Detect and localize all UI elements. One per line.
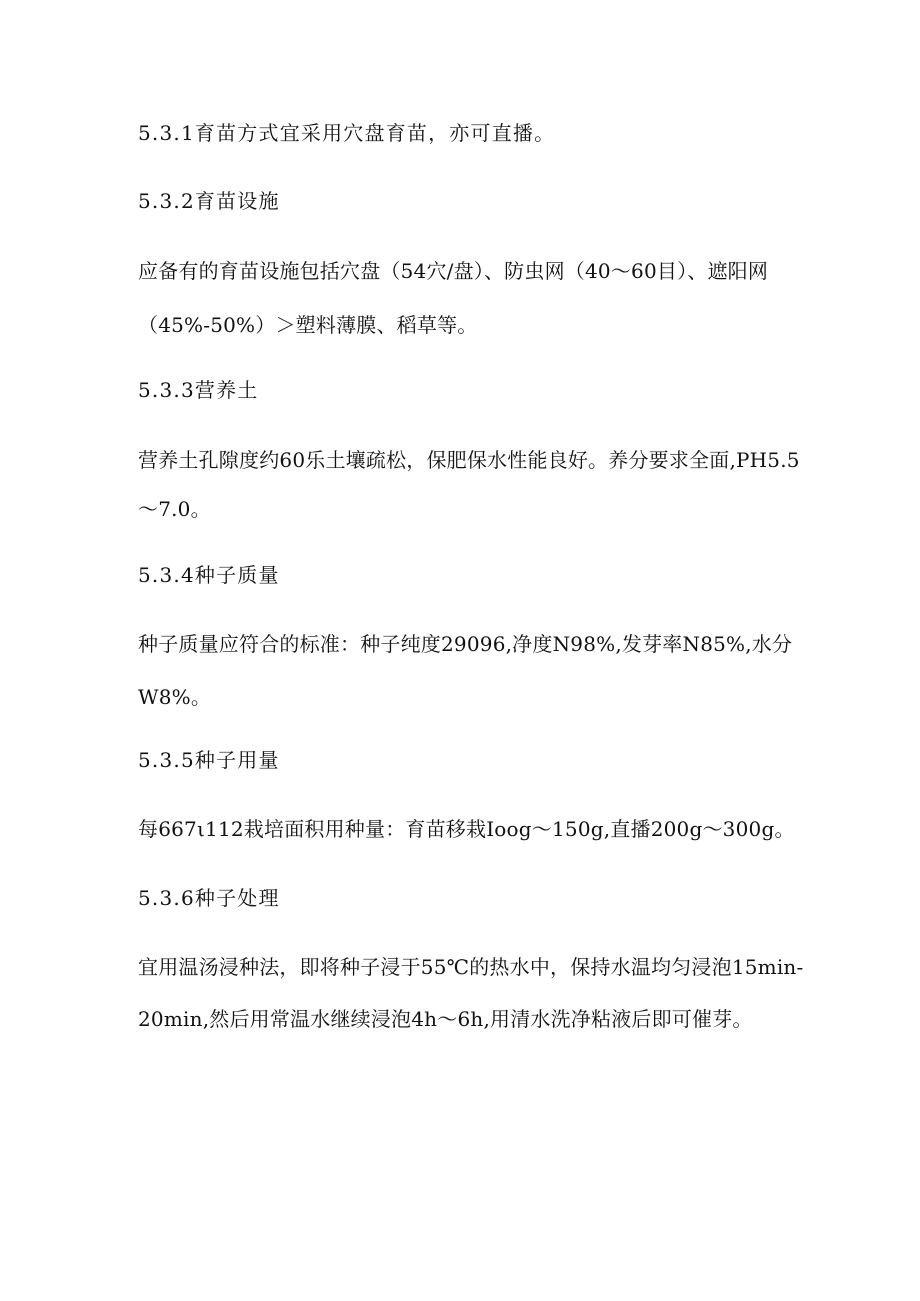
seed-amount-text: 每667ι112栽培面积用种量：育苗移栽Ioog～150g,直播200g～300g。 xyxy=(138,817,795,841)
section-5-3-5-heading: 5.3.5种子用量 xyxy=(138,748,280,772)
seed-quality-text-line-2: W8%。 xyxy=(138,685,212,709)
section-5-3-3-heading: 5.3.3营养土 xyxy=(138,378,259,402)
seed-treatment-text-line-1: 宜用温汤浸种法，即将种子浸于55℃的热水中，保持水温均匀浸泡15min- xyxy=(138,955,804,979)
seed-quality-text-line-1: 种子质量应符合的标准：种子纯度29096,净度N98%,发芽率N85%,水分 xyxy=(138,632,793,656)
section-5-3-2-heading: 5.3.2育苗设施 xyxy=(138,189,280,213)
section-5-3-6-heading: 5.3.6种子处理 xyxy=(138,886,280,910)
seedling-facilities-text-line-1: 应备有的育苗设施包括穴盘（54穴/盘）、防虫网（40～60目）、遮阳网 xyxy=(138,259,769,283)
section-5-3-4-heading: 5.3.4种子质量 xyxy=(138,563,280,587)
seed-treatment-text-line-2: 20min,然后用常温水继续浸泡4h～6h,用清水洗净粘液后即可催芽。 xyxy=(138,1007,753,1031)
seedling-facilities-text-line-2: （45%-50%）＞塑料薄膜、稻草等。 xyxy=(138,313,478,337)
nutrient-soil-text-line-1: 营养土孔隙度约60乐土壤疏松，保肥保水性能良好。养分要求全面,PH5.5 xyxy=(138,448,800,472)
nutrient-soil-text-line-2: ～7.0。 xyxy=(138,497,211,521)
section-5-3-1-text: 5.3.1育苗方式宜采用穴盘育苗，亦可直播。 xyxy=(138,121,556,145)
